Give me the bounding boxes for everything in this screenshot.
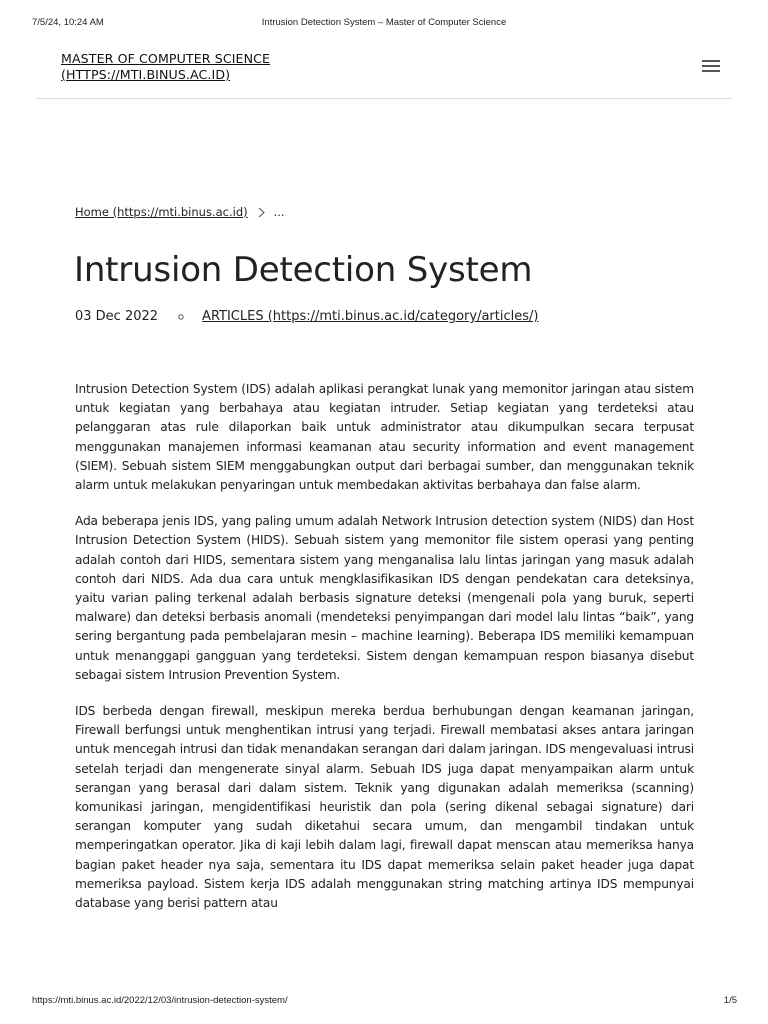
site-title-line1: MASTER OF COMPUTER SCIENCE [61,51,271,66]
header-divider [36,98,732,99]
print-document-title: Intrusion Detection System – Master of Computer Science [261,17,507,28]
print-page-number: 1/5 [723,995,737,1006]
breadcrumb-home-link[interactable]: Home (https://mti.binus.ac.id) [75,205,248,219]
article-body [75,380,694,930]
article-meta [75,309,538,324]
article-category-link[interactable]: ARTICLES (https://mti.binus.ac.id/category/articles/) [202,309,539,324]
breadcrumb [75,205,285,219]
chevron-right-icon [257,207,266,218]
print-url: https://mti.binus.ac.id/2022/12/03/intrusion-detection-system/ [32,995,288,1006]
print-header [0,17,768,31]
print-datetime: 7/5/24, 10:24 AM [32,17,104,28]
hamburger-menu-icon[interactable] [702,60,720,73]
site-title-link[interactable] [61,51,361,83]
breadcrumb-current: ... [273,205,285,219]
site-title-line2: (HTTPS://MTI.BINUS.AC.ID) [61,67,231,82]
article-paragraph: IDS berbeda dengan firewall, meskipun mereka berdua berhubungan dengan keamanan jaringan, Firewall berfungsi untuk menghentikan intrusi yang terjadi. Firewall membatasi akses antara jaringan untuk mencegah intrusi dan tidak menandakan serangan dari dalam jaringan. IDS mengevaluasi intrusi setelah terjadi dan mengenerate sinyal alarm. Sebuah IDS juga dapat menyampaikan alarm untuk serangan yang berasal dari dalam sistem. Teknik yang digunakan adalah memeriksa (scanning) komunikasi jaringan, mengidentifikasi heuristik dan pola (sering dikenal sebagai signature) dari serangan komputer yang sudah diketahui secara umum, dan mengambil tindakan untuk memperingatkan operator. Jika di kaji lebih dalam lagi, firewall dapat menscan atau memeriksa hanya bagian paket header nya saja, sementara itu IDS dapat memeriksa selain paket header juga dapat memeriksa payload. Sistem kerja IDS adalah menggunakan string matching artinya IDS mempunyai database yang berisi pattern atau [75,704,694,911]
article-paragraph: Ada beberapa jenis IDS, yang paling umum adalah Network Intrusion detection system (NIDS) dan Host Intrusion Detection System (HIDS). Sebuah sistem yang memonitor file sistem operasi yang penting adalah contoh dari HIDS, sementara sistem yang menganalisa lalu lintas jaringan yang masuk adalah contoh dari NIDS. Ada dua cara untuk mengklasifikasikan IDS dengan pendekatan cara deteksinya, yaitu varian paling terkenal adalah berbasis signature deteksi (mengenali pola yang buruk, seperti malware) dan deteksi berbasis anomali (mendeteksi penyimpangan dari model lalu lintas “baik”, yang sering bergantung pada pembelajaran mesin – machine learning). Beberapa IDS memiliki kemampuan untuk menanggapi gangguan yang terdeteksi. Sistem dengan kemampuan respon biasanya disebut sebagai sistem Intrusion Prevention System. [75,514,694,682]
article-paragraph: Intrusion Detection System (IDS) adalah aplikasi perangkat lunak yang memonitor jaringan atau sistem untuk kegiatan yang berbahaya atau kegiatan intruder. Setiap kegiatan yang terdeteksi atau pelanggaran atas rule dilaporkan baik untuk administrator atau dikumpulkan secara terpusat menggunakan manajemen informasi keamanan atau security information and event management (SIEM). Sebuah sistem SIEM menggabungkan output dari berbagai sumber, dan menggunakan teknik alarm untuk melakukan penyaringan untuk membedakan aktivitas berbahaya dan false alarm. [75,382,694,493]
site-header [61,51,721,83]
print-footer [0,995,768,1009]
article-date: 03 Dec 2022 [75,309,159,324]
circle-bullet-icon [178,314,184,320]
page-title: Intrusion Detection System [74,250,533,290]
